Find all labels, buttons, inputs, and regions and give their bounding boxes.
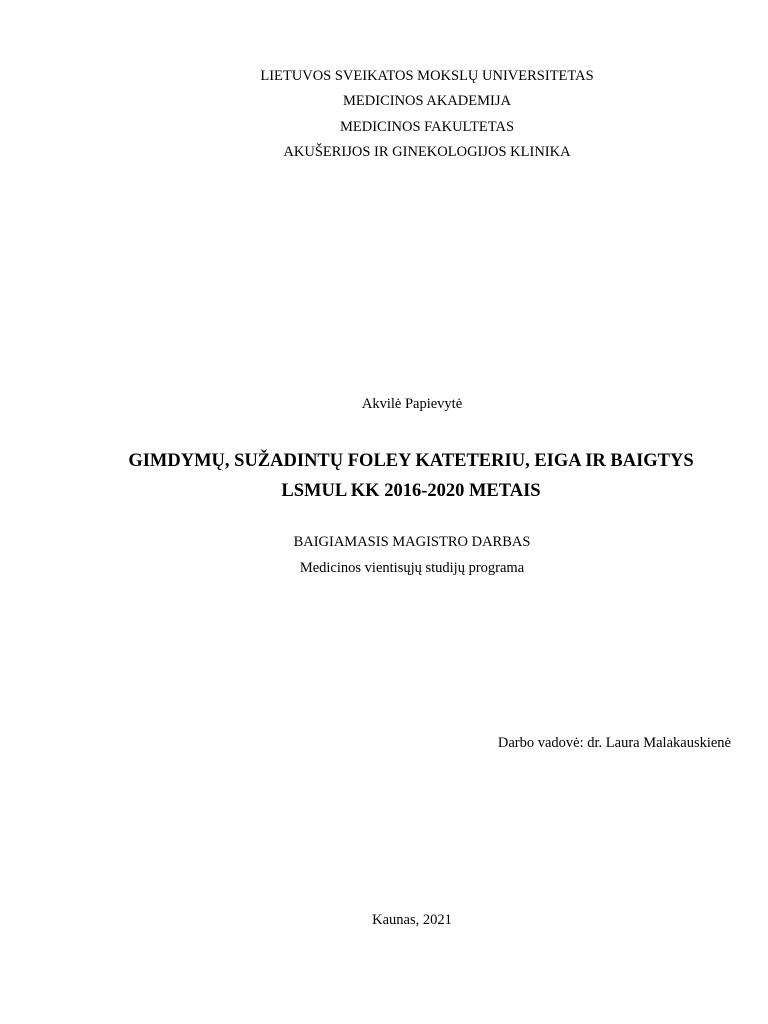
thesis-title-line-2: LSMUL KK 2016-2020 METAIS <box>281 481 541 501</box>
faculty-name: MEDICINOS FAKULTETAS <box>339 119 515 135</box>
place-and-date: Kaunas, 2021 <box>372 912 452 928</box>
study-program: Medicinos vientisųjų studijų programa <box>299 560 525 576</box>
university-name: LIETUVOS SVEIKATOS MOKSLŲ UNIVERSITETAS <box>260 68 594 84</box>
author-name: Akvilė Papievytė <box>361 396 463 412</box>
thesis-type: BAIGIAMASIS MAGISTRO DARBAS <box>293 534 531 550</box>
clinic-name: AKUŠERIJOS IR GINEKOLOGIJOS KLINIKA <box>283 144 571 160</box>
academy-name: MEDICINOS AKADEMIJA <box>343 93 511 109</box>
thesis-title-line-1: GIMDYMŲ, SUŽADINTŲ FOLEY KATETERIU, EIGA IR BAIGTYS <box>128 451 694 471</box>
supervisor: Darbo vadovė: dr. Laura Malakauskienė <box>497 735 731 751</box>
